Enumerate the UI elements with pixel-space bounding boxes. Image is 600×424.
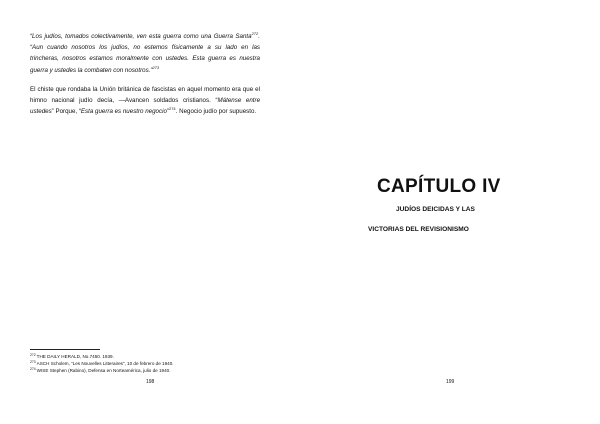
footnote-divider	[30, 349, 100, 350]
paragraph-text-part1: El chiste que rondaba la Unión británica de fascistas en aquel momento era que el himno nacional judío decía, —Avancen soldados cristianos	[30, 86, 260, 105]
paragraph-italic-1: Mátense entre ustedes	[30, 97, 261, 116]
chapter-title: CAPÍTULO IV	[377, 176, 501, 197]
footnote-number: 273	[30, 360, 36, 364]
footnotes	[30, 353, 270, 374]
footnote-text: WISE Stephen (Rabino), Defensa en Norteamérica, julio de 1940.	[36, 368, 171, 373]
footnote-text: THE DAILY HERALD, No.7450. 1939.	[36, 354, 114, 359]
page-number-left: 198	[146, 379, 155, 385]
paragraph-italic-2: Esta guerra es nuestro negocio	[80, 108, 167, 116]
footnote-273	[30, 360, 270, 367]
footnote-272	[30, 353, 270, 360]
footnote-ref-274: 274	[168, 106, 176, 112]
footnote-number: 272	[30, 353, 36, 357]
footnote-ref-272: 272	[251, 31, 259, 36]
footnote-text: ASCH Scholem, “Les Nouvelles Litteraires”, 10 de febrero de 1940.	[36, 361, 174, 366]
paragraph-text-part5: . Negocio judío por supuesto.	[175, 108, 257, 116]
chapter-subtitle-line1: JUDÍOS DEICIDAS Y LAS	[396, 206, 475, 213]
quote-text-part1: “Los judíos, tomados colectivamente, ven esta guerra como una Guerra Santa	[30, 33, 252, 40]
paragraph-text-part3: Porque, “	[53, 108, 81, 116]
footnote-ref-273: 273	[152, 64, 160, 70]
footnote-number: 274	[30, 367, 36, 371]
chapter-subtitle-line2: VICTORIAS DEL REVISIONISMO	[368, 226, 469, 233]
right-page	[300, 0, 600, 424]
page-number-right: 199	[446, 379, 455, 385]
quote-text-part2: . “Aun cuando nosotros los judíos, no estemos físicamente a su lado en las trincheras, nosotros estamos moralmente con ustedes. Esta guerra es nuestra guerra y ustedes la combaten con nosotros.”	[30, 33, 260, 74]
footnote-274	[30, 367, 270, 374]
body-paragraph: El chiste que rondaba la Unión británica de fascistas en aquel momento era que el himno nacional judío decía, —Avancen soldados cristianos. “Mátense entre ustedes” Porque, “Esta guerra es nuestro negocio”$^{274}$. Negocio judío por supuesto.	[30, 86, 261, 116]
quote-paragraph	[30, 31, 260, 76]
